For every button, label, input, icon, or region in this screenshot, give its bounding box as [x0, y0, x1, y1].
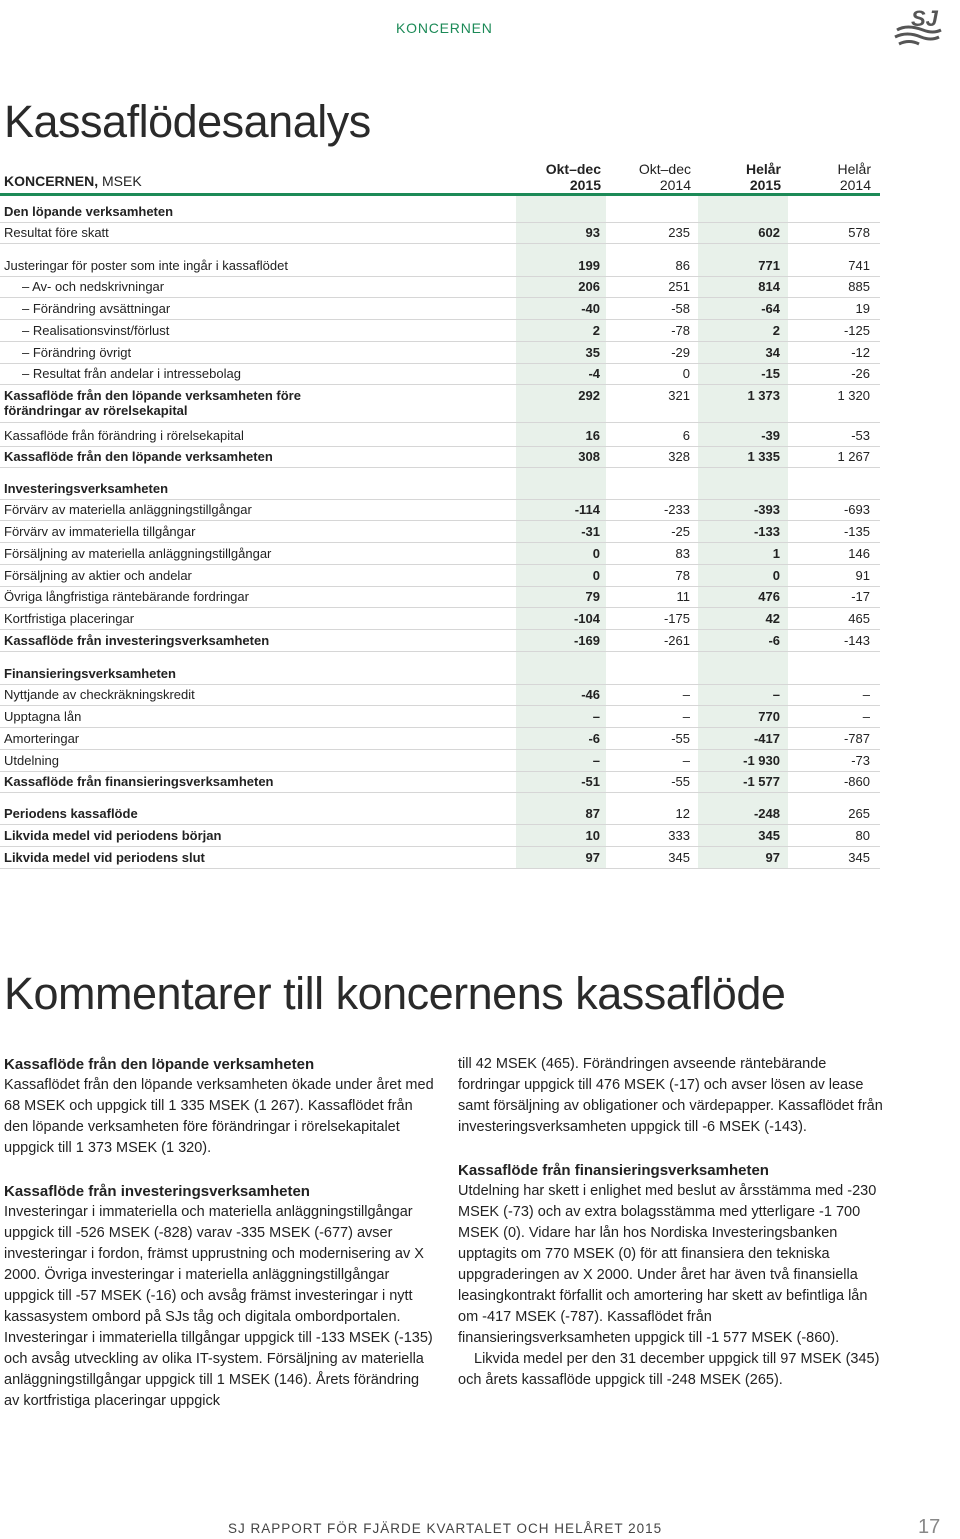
cell-value: -51: [581, 774, 600, 789]
cell-value: 19: [855, 301, 870, 316]
cell-value: -133: [753, 524, 780, 539]
unit-label-bold: KONCERNEN,: [4, 173, 99, 189]
cell-value: 199: [578, 258, 600, 273]
cell-value: 465: [848, 611, 870, 626]
column-header: [751, 161, 871, 193]
cell-value: -1 577: [743, 774, 780, 789]
heading-financing: Kassaflöde från finansieringsverksamheten: [458, 1162, 769, 1179]
cell-value: -31: [581, 524, 600, 539]
page-title: Kassaflödesanalys: [4, 96, 371, 147]
table-row: [0, 607, 880, 630]
table-row: [0, 254, 880, 277]
cell-value: 35: [585, 345, 600, 360]
comments-right-column: [458, 1054, 888, 1391]
cell-value: 602: [758, 225, 780, 240]
table-row: [0, 585, 880, 608]
table-row: [0, 341, 880, 364]
cell-value: 87: [585, 806, 600, 821]
cell-value: -114: [574, 502, 600, 517]
cell-value: 476: [758, 589, 780, 604]
cell-value: -25: [671, 524, 690, 539]
row-label: – Förändring avsättningar: [22, 301, 171, 316]
cell-value: -26: [851, 366, 870, 381]
footer-text: SJ RAPPORT FÖR FJÄRDE KVARTALET OCH HELÅRET 2015: [228, 1521, 663, 1536]
sj-logo-text: SJ: [911, 6, 938, 31]
cell-value: 345: [758, 828, 780, 843]
cell-value: -53: [851, 428, 870, 443]
cell-value: 770: [758, 709, 780, 724]
cell-value: -104: [573, 611, 600, 626]
cell-value: 16: [585, 428, 600, 443]
cell-value: 1 320: [837, 388, 870, 403]
cell-value: 80: [855, 828, 870, 843]
table-row: [0, 297, 880, 320]
cell-value: -860: [843, 774, 870, 789]
table-row: [0, 221, 880, 244]
cell-value: -135: [843, 524, 870, 539]
table-row: [0, 683, 880, 706]
cell-value: -29: [671, 345, 690, 360]
cell-value: -55: [671, 731, 690, 746]
cell-value: -78: [671, 323, 690, 338]
cell-value: 93: [585, 225, 600, 240]
cell-value: -58: [671, 301, 690, 316]
table-section-header: [0, 477, 880, 500]
row-label: Förvärv av materiella anläggningstillgångar: [4, 502, 252, 517]
page-number: 17: [918, 1516, 941, 1538]
cell-value: 0: [592, 546, 600, 561]
row-label: Investeringsverksamheten: [4, 481, 169, 496]
cell-value: 206: [578, 279, 600, 294]
row-label: Den löpande verksamheten: [4, 204, 174, 219]
cell-value: –: [592, 753, 600, 768]
cell-value: 1 373: [747, 388, 780, 403]
cell-value: 1 267: [837, 449, 870, 464]
table-row: [0, 275, 880, 298]
cell-value: -4: [588, 366, 600, 381]
cell-value: 251: [668, 279, 690, 294]
row-label: Övriga långfristiga räntebärande fordringar: [4, 589, 249, 604]
cell-value: 34: [765, 345, 780, 360]
column-header-line2: 2015: [749, 177, 781, 193]
section-label: KONCERNEN: [396, 20, 493, 36]
table-row: [0, 362, 880, 385]
table-row: [0, 749, 880, 772]
cell-value: 321: [668, 388, 690, 403]
row-label: Kassaflöde från den löpande verksamheten: [4, 449, 273, 464]
cell-value: 771: [758, 258, 780, 273]
cell-value: -6: [588, 731, 600, 746]
cell-value: -6: [768, 633, 780, 648]
cell-value: 97: [765, 850, 780, 865]
heading-investing: Kassaflöde från investeringsverksamheten: [4, 1183, 310, 1200]
column-header-line2: 2015: [569, 177, 601, 193]
cell-value: 2: [772, 323, 780, 338]
cell-value: -64: [761, 301, 780, 316]
cell-value: -693: [843, 502, 870, 517]
cell-value: 333: [668, 828, 690, 843]
cell-value: 0: [772, 568, 780, 583]
column-header-line2: 2014: [839, 177, 871, 193]
cell-value: -417: [753, 731, 780, 746]
cell-value: -393: [753, 502, 780, 517]
cell-value: -261: [663, 633, 690, 648]
cell-value: 885: [848, 279, 870, 294]
table-row: [0, 727, 880, 750]
row-label: – Realisationsvinst/förlust: [22, 323, 170, 338]
cell-value: 308: [578, 449, 600, 464]
cell-value: 11: [676, 589, 690, 604]
table-row: [0, 846, 880, 869]
comments-title: Kommentarer till koncernens kassaflöde: [4, 968, 786, 1019]
row-label: Justeringar för poster som inte ingår i kassaflödet: [4, 258, 288, 273]
cell-value: 86: [675, 258, 690, 273]
heading-operating: Kassaflöde från den löpande verksamheten: [4, 1056, 315, 1073]
table-row: [0, 770, 880, 793]
row-label: – Förändring övrigt: [22, 345, 132, 360]
table-unit-label: [4, 173, 142, 189]
cell-value: 97: [585, 850, 600, 865]
cell-value: 10: [585, 828, 600, 843]
cell-value: -125: [843, 323, 870, 338]
table-row: [0, 802, 880, 825]
cell-value: -12: [851, 345, 870, 360]
cell-value: 1: [772, 546, 780, 561]
cell-value: -1 930: [743, 753, 780, 768]
cell-value: -15: [761, 366, 780, 381]
row-label: Amorteringar: [4, 731, 80, 746]
cell-value: 0: [592, 568, 600, 583]
cell-value: -17: [851, 589, 870, 604]
cell-value: –: [682, 709, 690, 724]
row-label: Periodens kassaflöde: [4, 806, 138, 821]
row-label-line2: förändringar av rörelsekapital: [4, 403, 188, 418]
column-header-line1: Okt–dec: [545, 161, 601, 177]
cell-value: -55: [671, 774, 690, 789]
row-label: Kassaflöde från förändring i rörelsekapital: [4, 428, 244, 443]
cell-value: –: [862, 709, 870, 724]
cell-value: 78: [675, 568, 690, 583]
table-row: [0, 705, 880, 728]
row-label: Förvärv av immateriella tillgångar: [4, 524, 196, 539]
column-header-line2: 2014: [659, 177, 691, 193]
cell-value: 345: [668, 850, 690, 865]
cell-value: 235: [668, 225, 690, 240]
cell-value: 814: [758, 279, 780, 294]
table-row: [0, 564, 880, 587]
row-label: Resultat före skatt: [4, 225, 109, 240]
cell-value: 345: [848, 850, 870, 865]
cell-value: 42: [765, 611, 780, 626]
cell-value: 83: [675, 546, 690, 561]
cell-value: 741: [848, 258, 870, 273]
cell-value: -73: [851, 753, 870, 768]
row-label: Likvida medel vid periodens slut: [4, 850, 205, 865]
paragraph-cash: Likvida medel per den 31 december uppgick till 97 MSEK (345) och årets kassaflöde uppgick till -248 MSEK (265).: [458, 1351, 880, 1388]
table-row: [0, 824, 880, 847]
cell-value: 328: [668, 449, 690, 464]
table-row: [0, 542, 880, 565]
cell-value: -40: [581, 301, 600, 316]
row-label: Finansieringsverksamheten: [4, 666, 176, 681]
row-label: Kassaflöde från investeringsverksamheten: [4, 633, 270, 648]
table-row: [0, 319, 880, 342]
row-label: Kassaflöde från finansieringsverksamheten: [4, 774, 274, 789]
row-label: Likvida medel vid periodens början: [4, 828, 222, 843]
cell-value: -248: [753, 806, 780, 821]
cell-value: –: [772, 687, 780, 702]
cell-value: -175: [663, 611, 690, 626]
cell-value: 578: [848, 225, 870, 240]
row-label: – Av- och nedskrivningar: [22, 279, 165, 294]
cell-value: 292: [578, 388, 600, 403]
row-label: Försäljning av aktier och andelar: [4, 568, 192, 583]
header-rule: [0, 193, 880, 196]
cell-value: 0: [682, 366, 690, 381]
column-header-line1: Helår: [745, 161, 781, 177]
cell-value: 146: [848, 546, 870, 561]
unit-label-rest: MSEK: [98, 173, 142, 189]
cell-value: 79: [585, 589, 600, 604]
cell-value: –: [682, 753, 690, 768]
cell-value: 12: [675, 806, 690, 821]
table-section-header: [0, 200, 880, 223]
table-row: [0, 445, 880, 468]
paragraph-financing: Utdelning har skett i enlighet med beslut av årsstämma med -230 MSEK (-73) och av extra bolagsstämma med ytterligare -1 700 MSEK (0). Vidare har lån hos Nordiska Investeringsbanken upptagits om 770 MSEK (0) för att finansiera den tekniska uppgraderingen av X 2000. Under året har även två finansiella leasingkontrakt förfallit och amortering har skett av befintliga lån om -417 MSEK (-787). Kassaflödet från finansieringsverksamheten uppgick till -1 577 MSEK (-860).: [458, 1183, 877, 1346]
paragraph-investing: Investeringar i immateriella och materiella anläggningstillgångar uppgick till -526 MSEK (-828) varav -335 MSEK (-677) avser investeringar i fordon, främst upprustning och modernisering av X 2000. Övriga investeringar i materiella anläggningstillgångar uppgick till -57 MSEK (-16) och avsåg främst investeringar i nytt kassasystem ombord på SJs tåg och digitala ombordportalen. Investeringar i immateriella tillgångar uppgick till -133 MSEK (-135) och avsåg utveckling av olika IT-system. Försäljning av materiella anläggningstillgångar uppgick till 1 MSEK (146). Årets förändring av kortfristiga placeringar uppgick: [4, 1204, 433, 1409]
table-row: [0, 629, 880, 652]
table-row: [0, 520, 880, 543]
cell-value: –: [862, 687, 870, 702]
row-label: Utdelning: [4, 753, 59, 768]
row-label: Försäljning av materiella anläggningstillgångar: [4, 546, 272, 561]
cell-value: 91: [855, 568, 870, 583]
table-row: [0, 498, 880, 521]
cell-value: –: [682, 687, 690, 702]
row-label: – Resultat från andelar i intressebolag: [22, 366, 241, 381]
cell-value: -143: [843, 633, 870, 648]
cell-value: -169: [573, 633, 600, 648]
column-header-line1: Helår: [837, 161, 871, 177]
row-label: Upptagna lån: [4, 709, 82, 724]
row-label: Kortfristiga placeringar: [4, 611, 135, 626]
cell-value: -233: [663, 502, 690, 517]
paragraph-operating: Kassaflödet från den löpande verksamheten ökade under året med 68 MSEK och uppgick till 1 335 MSEK (1 267). Kassaflödet från den löpande verksamheten före förändringar i rörelsekapitalet uppgick till 1 373 MSEK (1 320).: [4, 1077, 434, 1156]
cell-value: 1 335: [747, 449, 780, 464]
table-row: [0, 424, 880, 447]
table-row: [0, 384, 880, 423]
cell-value: 2: [592, 323, 600, 338]
paragraph-investing-cont: till 42 MSEK (465). Förändringen avseende räntebärande fordringar uppgick till 476 MSEK (-17) och avser lösen av lease samt försäljning av obligationer och värdepapper. Kassaflödet från investeringsverksamheten uppgick till -6 MSEK (-143).: [458, 1056, 883, 1135]
table-section-header: [0, 662, 880, 685]
row-label: Kassaflöde från den löpande verksamheten före: [4, 388, 301, 403]
cell-value: -787: [843, 731, 870, 746]
cell-value: -46: [581, 687, 600, 702]
column-header-line1: Okt–dec: [638, 161, 691, 177]
cell-value: –: [592, 709, 600, 724]
cell-value: 6: [682, 428, 690, 443]
cell-value: -39: [761, 428, 780, 443]
comments-left-column: [4, 1054, 434, 1412]
row-label: Nyttjande av checkräkningskredit: [4, 687, 195, 702]
cell-value: 265: [848, 806, 870, 821]
